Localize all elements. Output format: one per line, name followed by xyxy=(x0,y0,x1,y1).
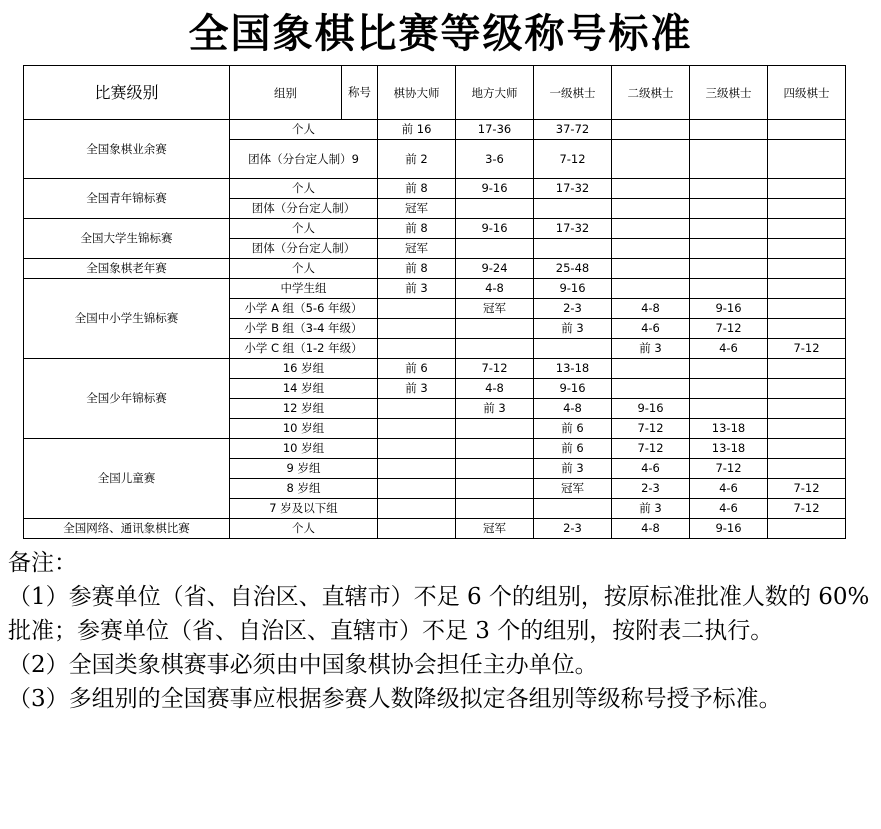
siji-cell xyxy=(768,140,846,179)
siji-cell xyxy=(768,279,846,299)
difang-cell: 9-24 xyxy=(456,259,534,279)
sanji-cell xyxy=(690,279,768,299)
erji-cell xyxy=(612,239,690,259)
erji-cell xyxy=(612,179,690,199)
erji-cell: 4-8 xyxy=(612,519,690,539)
erji-cell xyxy=(612,259,690,279)
xieshi-cell xyxy=(378,419,456,439)
table-row xyxy=(24,439,846,459)
siji-cell xyxy=(768,199,846,219)
note-3: （3）多组别的全国赛事应根据参赛人数降级拟定各组别等级称号授予标准。 xyxy=(8,686,782,712)
yiji-cell xyxy=(534,199,612,219)
yiji-cell: 7-12 xyxy=(534,140,612,179)
erji-cell: 4-8 xyxy=(612,299,690,319)
sanji-cell xyxy=(690,239,768,259)
erji-cell xyxy=(612,279,690,299)
xieshi-cell xyxy=(378,399,456,419)
yiji-cell: 4-8 xyxy=(534,399,612,419)
sanji-cell xyxy=(690,219,768,239)
group-cell: 小学 C 组（1-2 年级） xyxy=(230,339,378,359)
erji-cell: 4-6 xyxy=(612,319,690,339)
group-cell: 7 岁及以下组 xyxy=(230,499,378,519)
xieshi-cell xyxy=(378,459,456,479)
notes-heading: 备注： xyxy=(8,550,77,576)
yiji-cell: 25-48 xyxy=(534,259,612,279)
yiji-cell xyxy=(534,499,612,519)
sanji-cell xyxy=(690,399,768,419)
yiji-cell: 9-16 xyxy=(534,279,612,299)
header-title: 称号 xyxy=(342,66,378,120)
sanji-cell: 9-16 xyxy=(690,299,768,319)
erji-cell xyxy=(612,120,690,140)
group-cell: 团体（分台定人制） xyxy=(230,239,378,259)
xieshi-cell: 前 6 xyxy=(378,359,456,379)
siji-cell xyxy=(768,459,846,479)
competition-cell: 全国少年锦标赛 xyxy=(24,359,230,439)
sanji-cell: 13-18 xyxy=(690,439,768,459)
erji-cell: 9-16 xyxy=(612,399,690,419)
difang-cell xyxy=(456,199,534,219)
xieshi-cell: 冠军 xyxy=(378,199,456,219)
header-yiji: 一级棋士 xyxy=(534,66,612,120)
siji-cell: 7-12 xyxy=(768,499,846,519)
difang-cell xyxy=(456,499,534,519)
difang-cell: 17-36 xyxy=(456,120,534,140)
xieshi-cell xyxy=(378,499,456,519)
xieshi-cell xyxy=(378,479,456,499)
sanji-cell xyxy=(690,120,768,140)
erji-cell: 前 3 xyxy=(612,339,690,359)
siji-cell xyxy=(768,299,846,319)
xieshi-cell: 前 3 xyxy=(378,379,456,399)
header-siji: 四级棋士 xyxy=(768,66,846,120)
table-row xyxy=(24,279,846,299)
sanji-cell xyxy=(690,359,768,379)
siji-cell xyxy=(768,120,846,140)
siji-cell xyxy=(768,419,846,439)
yiji-cell: 13-18 xyxy=(534,359,612,379)
group-cell: 个人 xyxy=(230,519,378,539)
siji-cell xyxy=(768,219,846,239)
group-cell: 12 岁组 xyxy=(230,399,378,419)
erji-cell: 4-6 xyxy=(612,459,690,479)
group-cell: 9 岁组 xyxy=(230,459,378,479)
sanji-cell: 7-12 xyxy=(690,319,768,339)
difang-cell: 4-8 xyxy=(456,379,534,399)
xieshi-cell xyxy=(378,339,456,359)
erji-cell xyxy=(612,359,690,379)
xieshi-cell: 前 2 xyxy=(378,140,456,179)
yiji-cell: 9-16 xyxy=(534,379,612,399)
group-cell: 10 岁组 xyxy=(230,439,378,459)
erji-cell xyxy=(612,140,690,179)
group-cell: 8 岁组 xyxy=(230,479,378,499)
difang-cell: 冠军 xyxy=(456,299,534,319)
note-2: （2）全国类象棋赛事必须由中国象棋协会担任主办单位。 xyxy=(8,652,598,678)
group-cell: 个人 xyxy=(230,179,378,199)
xieshi-cell xyxy=(378,439,456,459)
siji-cell xyxy=(768,439,846,459)
group-cell: 中学生组 xyxy=(230,279,378,299)
difang-cell: 9-16 xyxy=(456,219,534,239)
difang-cell xyxy=(456,459,534,479)
xieshi-cell xyxy=(378,319,456,339)
yiji-cell xyxy=(534,239,612,259)
difang-cell xyxy=(456,479,534,499)
group-cell: 10 岁组 xyxy=(230,419,378,439)
yiji-cell: 2-3 xyxy=(534,299,612,319)
header-erji: 二级棋士 xyxy=(612,66,690,120)
competition-cell: 全国儿童赛 xyxy=(24,439,230,519)
siji-cell xyxy=(768,399,846,419)
sanji-cell: 7-12 xyxy=(690,459,768,479)
xieshi-cell: 前 8 xyxy=(378,179,456,199)
siji-cell xyxy=(768,239,846,259)
sanji-cell xyxy=(690,140,768,179)
xieshi-cell xyxy=(378,299,456,319)
siji-cell xyxy=(768,359,846,379)
siji-cell xyxy=(768,259,846,279)
note-1: （1）参赛单位（省、自治区、直辖市）不足 6 个的组别，按原标准批准人数的 60%批准；参赛单位（省、自治区、直辖市）不足 3 个的组别，按附表二执行。 xyxy=(8,584,870,644)
header-row xyxy=(24,66,846,120)
difang-cell xyxy=(456,339,534,359)
table-row xyxy=(24,219,846,239)
difang-cell xyxy=(456,239,534,259)
competition-cell: 全国象棋业余赛 xyxy=(24,120,230,179)
table-row xyxy=(24,519,846,539)
page-title: 全国象棋比赛等级称号标准 xyxy=(188,10,693,57)
group-cell: 个人 xyxy=(230,259,378,279)
erji-cell: 2-3 xyxy=(612,479,690,499)
erji-cell xyxy=(612,199,690,219)
grade-standard-table xyxy=(23,65,846,539)
yiji-cell xyxy=(534,339,612,359)
header-group: 组别 xyxy=(230,66,342,120)
siji-cell: 7-12 xyxy=(768,479,846,499)
yiji-cell: 前 3 xyxy=(534,319,612,339)
siji-cell xyxy=(768,519,846,539)
sanji-cell: 4-6 xyxy=(690,479,768,499)
difang-cell xyxy=(456,419,534,439)
sanji-cell xyxy=(690,379,768,399)
erji-cell: 前 3 xyxy=(612,499,690,519)
erji-cell xyxy=(612,379,690,399)
difang-cell: 前 3 xyxy=(456,399,534,419)
erji-cell: 7-12 xyxy=(612,439,690,459)
sanji-cell xyxy=(690,179,768,199)
table-row xyxy=(24,120,846,140)
siji-cell xyxy=(768,379,846,399)
competition-cell: 全国象棋老年赛 xyxy=(24,259,230,279)
notes-section xyxy=(8,546,874,716)
difang-cell: 3-6 xyxy=(456,140,534,179)
group-cell: 14 岁组 xyxy=(230,379,378,399)
yiji-cell: 冠军 xyxy=(534,479,612,499)
difang-cell xyxy=(456,439,534,459)
difang-cell: 9-16 xyxy=(456,179,534,199)
yiji-cell: 前 3 xyxy=(534,459,612,479)
header-level: 比赛级别 xyxy=(24,66,230,120)
xieshi-cell: 前 8 xyxy=(378,259,456,279)
sanji-cell: 13-18 xyxy=(690,419,768,439)
group-cell: 小学 A 组（5-6 年级） xyxy=(230,299,378,319)
competition-cell: 全国青年锦标赛 xyxy=(24,179,230,219)
competition-cell: 全国大学生锦标赛 xyxy=(24,219,230,259)
table-row xyxy=(24,359,846,379)
group-cell: 个人 xyxy=(230,120,378,140)
siji-cell xyxy=(768,179,846,199)
group-cell: 小学 B 组（3-4 年级） xyxy=(230,319,378,339)
group-cell: 个人 xyxy=(230,219,378,239)
competition-cell: 全国中小学生锦标赛 xyxy=(24,279,230,359)
yiji-cell: 17-32 xyxy=(534,219,612,239)
header-difang: 地方大师 xyxy=(456,66,534,120)
yiji-cell: 前 6 xyxy=(534,419,612,439)
xieshi-cell xyxy=(378,519,456,539)
siji-cell: 7-12 xyxy=(768,339,846,359)
xieshi-cell: 前 3 xyxy=(378,279,456,299)
sanji-cell xyxy=(690,259,768,279)
siji-cell xyxy=(768,319,846,339)
group-cell: 16 岁组 xyxy=(230,359,378,379)
difang-cell: 4-8 xyxy=(456,279,534,299)
header-xieshi: 棋协大师 xyxy=(378,66,456,120)
xieshi-cell: 前 8 xyxy=(378,219,456,239)
sanji-cell: 9-16 xyxy=(690,519,768,539)
header-sanji: 三级棋士 xyxy=(690,66,768,120)
erji-cell: 7-12 xyxy=(612,419,690,439)
difang-cell: 7-12 xyxy=(456,359,534,379)
yiji-cell: 17-32 xyxy=(534,179,612,199)
difang-cell: 冠军 xyxy=(456,519,534,539)
table-row xyxy=(24,179,846,199)
sanji-cell: 4-6 xyxy=(690,339,768,359)
yiji-cell: 前 6 xyxy=(534,439,612,459)
erji-cell xyxy=(612,219,690,239)
group-cell: 团体（分台定人制） xyxy=(230,199,378,219)
sanji-cell: 4-6 xyxy=(690,499,768,519)
xieshi-cell: 前 16 xyxy=(378,120,456,140)
competition-cell: 全国网络、通讯象棋比赛 xyxy=(24,519,230,539)
difang-cell xyxy=(456,319,534,339)
yiji-cell: 2-3 xyxy=(534,519,612,539)
group-cell: 团体（分台定人制）9 xyxy=(230,140,378,179)
xieshi-cell: 冠军 xyxy=(378,239,456,259)
yiji-cell: 37-72 xyxy=(534,120,612,140)
table-row xyxy=(24,259,846,279)
sanji-cell xyxy=(690,199,768,219)
